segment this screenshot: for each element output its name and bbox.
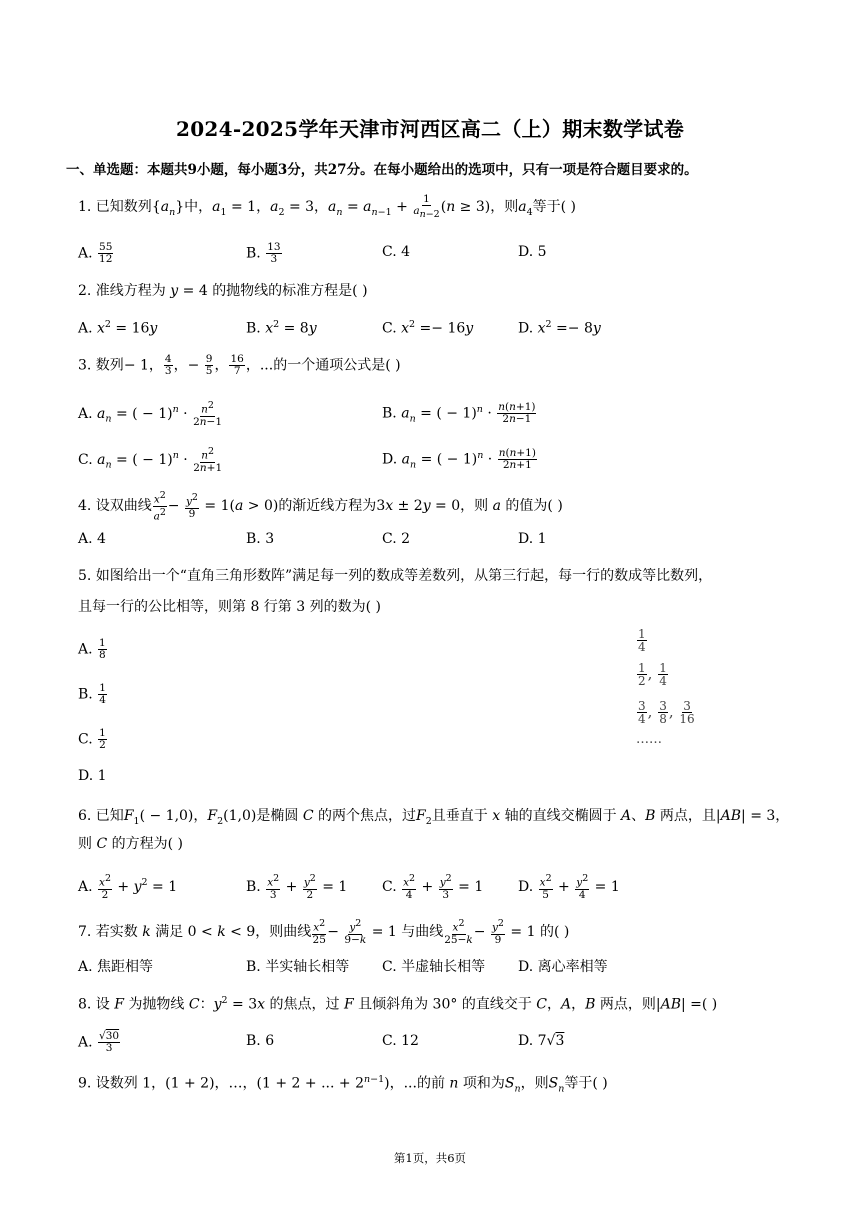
question-6-line-1: 6. 已知$F_1( - 1,0)$，$F_2(1,0)$是椭圆 C 的两个焦点，过$F_2$且垂直于 x 轴的直线交椭圆于 A、B 两点，且|AB| = 3，	[78, 808, 790, 827]
triangle-number-array-figure: $\frac{1}{4}$ $\frac{1}{2}$ , $\frac{1}{4}$ $\frac{3}{4}$ , $\frac{3}{8}$ , $\frac{3}{16}$ ……	[636, 627, 695, 747]
q4-option-d: D. 1	[518, 531, 547, 547]
q7-option-c: C. 半虚轴长相等	[382, 959, 486, 975]
q5-option-d: D. 1	[78, 768, 107, 784]
question-4: 4. 设双曲线 $\frac{x^2}{a^2}$ − $\frac{y^2}{9}$ = 1(a > 0)的渐近线方程为3x ± 2y = 0，则 a 的值为( )	[78, 490, 563, 522]
q5-option-b: B. $\frac{1}{4}$	[78, 682, 106, 706]
section-heading: 一、单选题：本题共9小题，每小题3分，共27分。在每小题给出的选项中，只有一项是符合题目要求的。	[66, 162, 698, 178]
question-6-line-2: 则 C 的方程为( )	[78, 836, 183, 852]
q7-option-b: B. 半实轴长相等	[246, 959, 350, 975]
q2-option-a: A. $x^2 = 16y$	[78, 319, 158, 337]
question-7: 7. 若实数 k 满足 0 < k < 9，则曲线 $\frac{x^2}{25}$ − $\frac{y^2}{9-k}$ = 1 与曲线 $\frac{x^2}{25-k}$ − $\frac{y^2}{9}$ = 1 的( )	[78, 918, 570, 946]
q2-option-b: B. $x^2 = 8y$	[246, 319, 317, 337]
question-1: 1. 已知数列$\{a_n\}$中，$a_1 = 1$，$a_2 = 3$，$a_n = a_{n-1}$ + $\frac{1}{a_{n-2}}$ (n ≥ 3)，则$a_4$等于( )	[78, 193, 576, 221]
q7-option-a: A. 焦距相等	[78, 959, 154, 975]
q1-option-c: C. 4	[382, 244, 411, 260]
q8-option-b: B. 6	[246, 1033, 275, 1049]
q2-option-d: D. $x^2 =- 8y$	[518, 319, 601, 337]
q7-option-d: D. 离心率相等	[518, 959, 608, 975]
q1-option-d: D. 5	[518, 244, 547, 260]
question-9: 9. 设数列 1，(1 + 2)，…，(1 + 2 + ... + $2^{n-1}$)，...的前 n 项和为$S_n$，则$S_n$等于( )	[78, 1074, 608, 1095]
q5-option-a: A. $\frac{1}{8}$	[78, 637, 106, 661]
q1-option-b: B. $\frac{13}{3}$	[246, 241, 281, 265]
q3-option-c: C. $a_n$ = ( − 1)$^n$ · $\frac{n^2}{2n+1}$	[78, 446, 223, 474]
question-8: 8. 设 F 为抛物线 C：$y^2 = 3x$ 的焦点，过 F 且倾斜角为 30° 的直线交于 C，A，B 两点，则|AB| =( )	[78, 995, 718, 1013]
q4-option-b: B. 3	[246, 531, 275, 547]
q6-option-d: D. $\frac{x^2}{5}$ + $\frac{y^2}{4}$ = 1	[518, 873, 620, 901]
q1-option-a: A. $\frac{55}{12}$	[78, 241, 113, 265]
q6-option-a: A. $\frac{x^2}{2}$ + $y^2 = 1$	[78, 873, 178, 901]
q3-option-d: D. $a_n$ = ( − 1)$^n$ · $\frac{n(n+1)}{2n+1}$	[382, 447, 536, 472]
q8-option-d: D. 7√3	[518, 1033, 565, 1049]
question-5-line-2: 且每一行的公比相等，则第 8 行第 3 列的数为( )	[78, 599, 381, 615]
q6-option-b: B. $\frac{x^2}{3}$ + $\frac{y^2}{2}$ = 1	[246, 873, 348, 901]
q4-option-c: C. 2	[382, 531, 411, 547]
page-footer: 第1页，共6页	[393, 1151, 467, 1165]
q8-option-c: C. 12	[382, 1033, 419, 1049]
question-3: 3. 数列− 1， $\frac{4}{3}$ ，− $\frac{9}{5}$ ， $\frac{16}{7}$ ，...的一个通项公式是( )	[78, 353, 401, 377]
q5-option-c: C. $\frac{1}{2}$	[78, 727, 106, 751]
q4-option-a: A. 4	[78, 531, 106, 547]
page-title: 2024-2025学年天津市河西区高二（上）期末数学试卷	[175, 117, 685, 141]
q3-option-b: B. $a_n$ = ( − 1)$^n$ · $\frac{n(n+1)}{2n-1}$	[382, 401, 536, 426]
question-2: 2. 准线方程为 y = 4 的抛物线的标准方程是( )	[78, 283, 368, 299]
q8-option-a: A. $\frac{√30}{3}$	[78, 1030, 120, 1054]
question-5-line-1: 5. 如图给出一个“直角三角形数阵”满足每一列的数成等差数列，从第三行起，每一行的数成等比数列，	[78, 568, 713, 584]
q2-option-c: C. $x^2 =- 16y$	[382, 319, 474, 337]
figure-ellipsis: ……	[636, 732, 662, 747]
q6-option-c: C. $\frac{x^2}{4}$ + $\frac{y^2}{3}$ = 1	[382, 873, 484, 901]
q3-option-a: A. $a_n$ = ( − 1)$^n$ · $\frac{n^2}{2n-1}$	[78, 400, 223, 428]
